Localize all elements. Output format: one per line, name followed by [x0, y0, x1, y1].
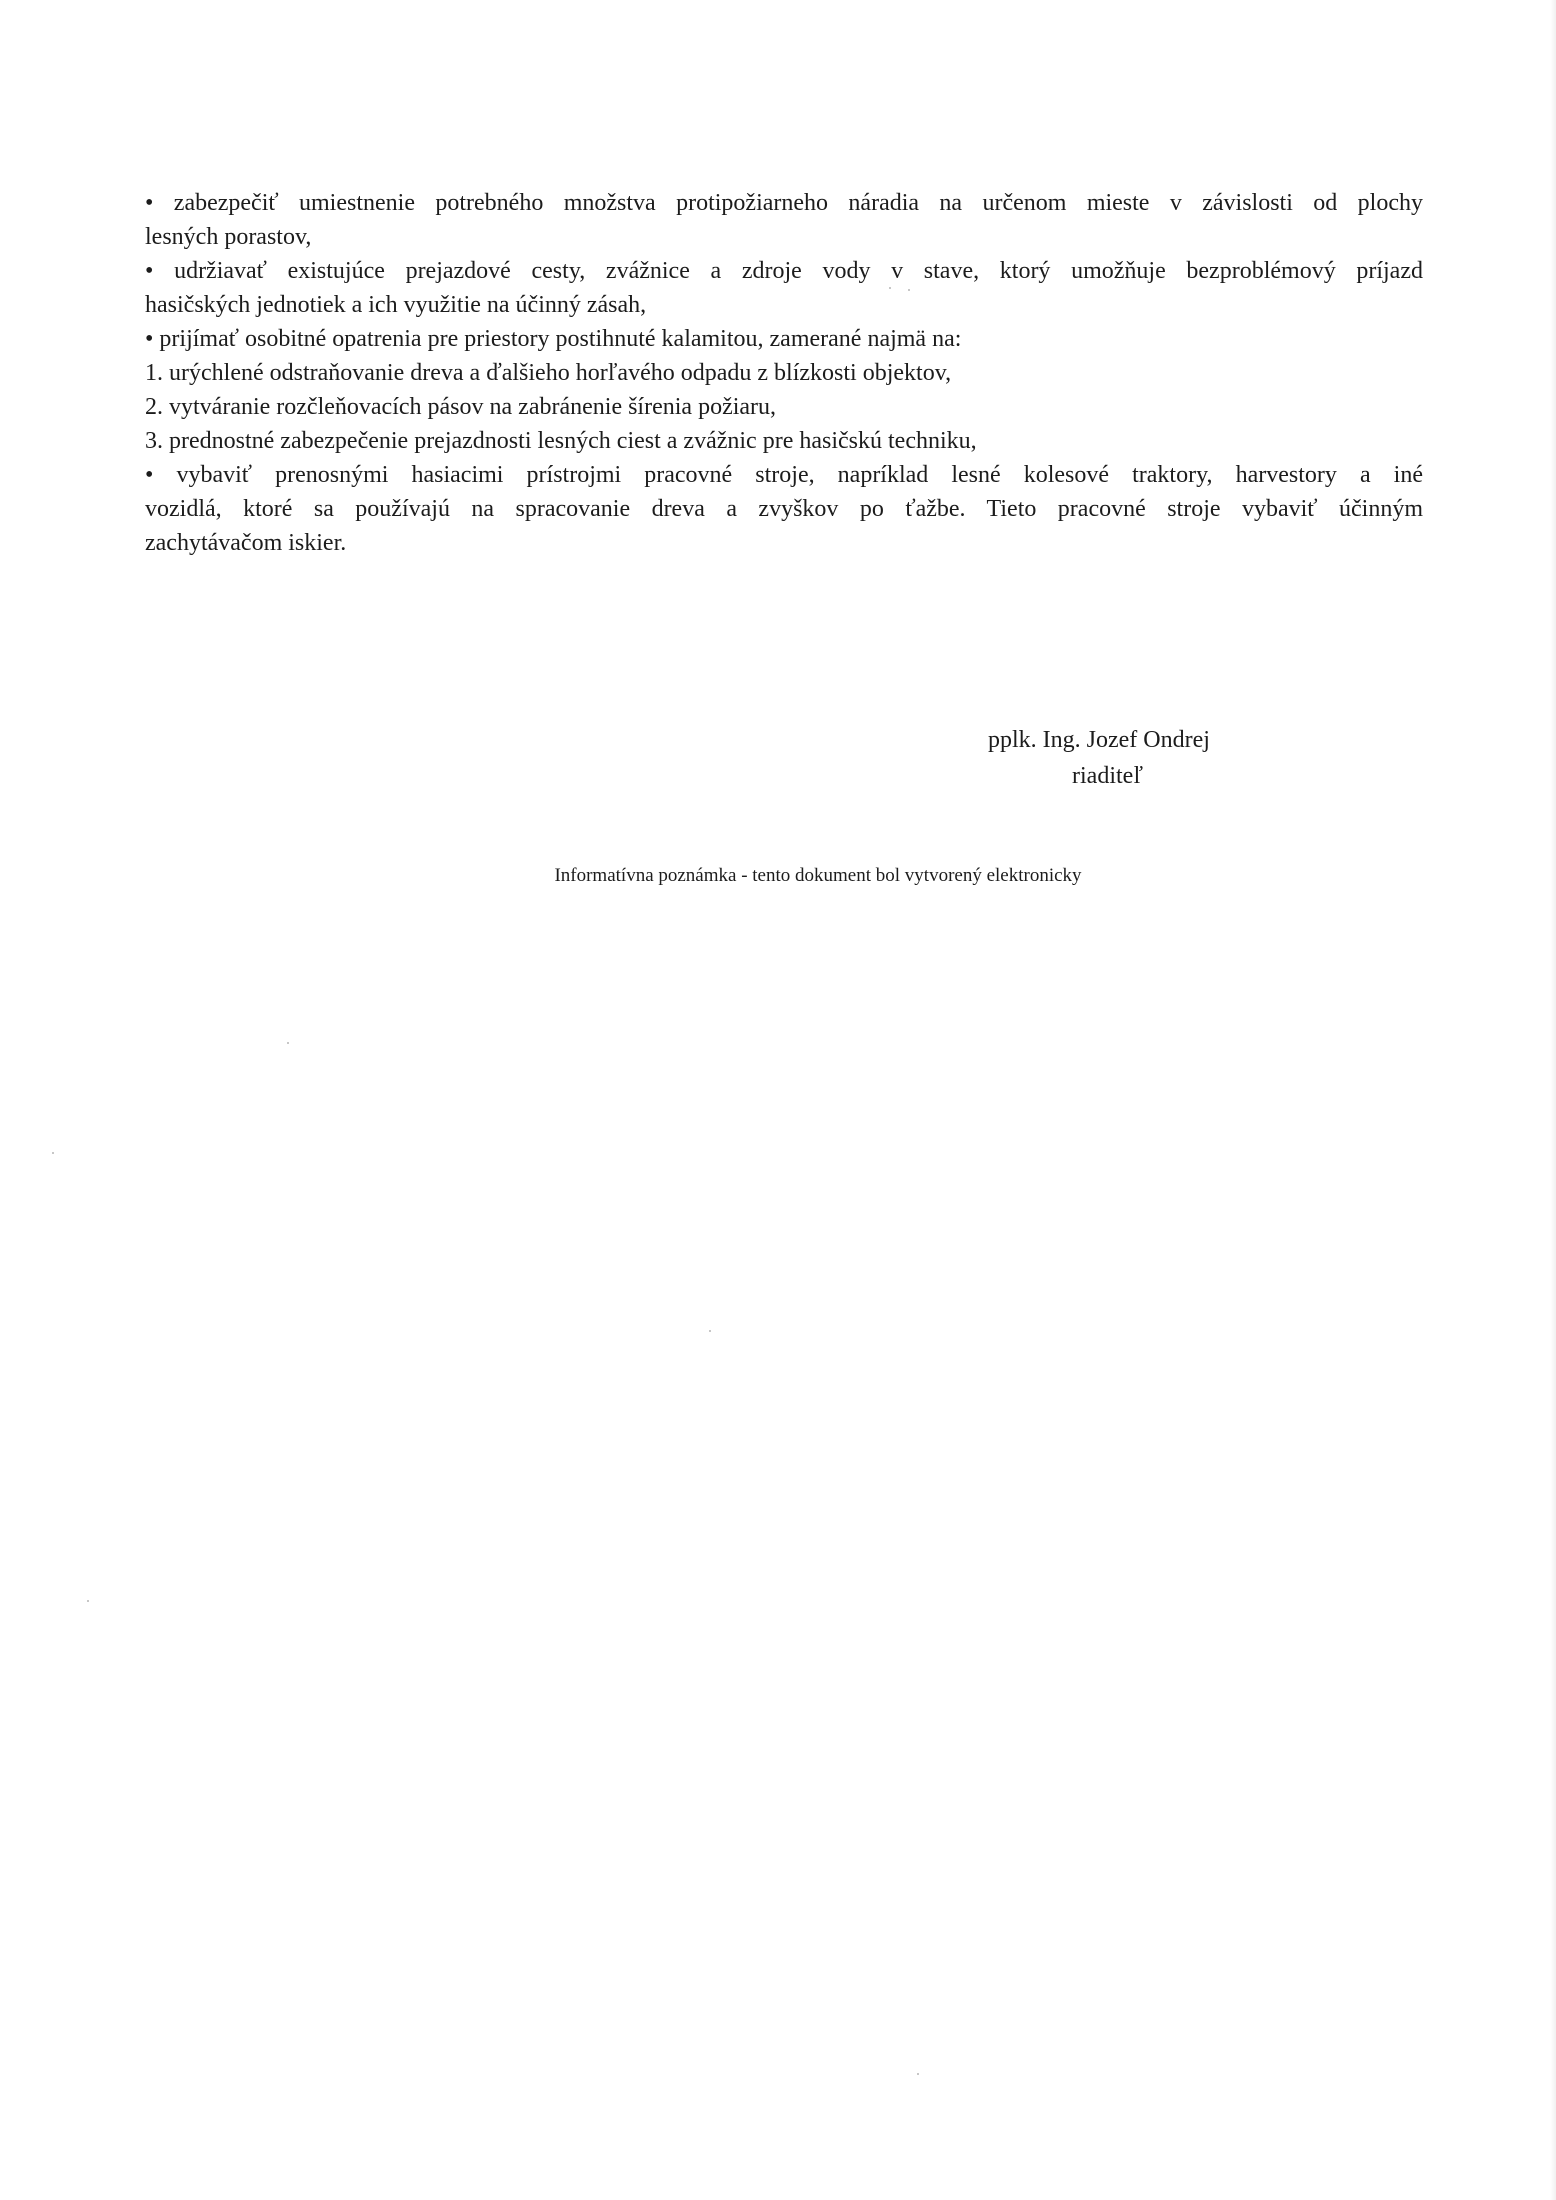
bullet-line-2-continued: hasičských jednotiek a ich využitie na účinný zásah, [145, 292, 647, 318]
signatory-title: riaditeľ [1072, 763, 1144, 789]
bullet-line-1-continued: lesných porastov, [145, 224, 312, 250]
bullet-line-4-end: zachytávačom iskier. [145, 530, 347, 556]
scan-speck [889, 287, 891, 289]
bullet-line-1: • zabezpečiť umiestnenie potrebného množstva protipožiarneho náradia na určenom mieste v závislosti od plochy [145, 190, 1423, 216]
bullet-line-3: • prijímať osobitné opatrenia pre priestory postihnuté kalamitou, zamerané najmä na: [145, 326, 962, 352]
scan-edge [1550, 0, 1556, 2200]
scan-speck [52, 1152, 54, 1154]
bullet-line-2: • udržiavať existujúce prejazdové cesty, zvážnice a zdroje vody v stave, ktorý umožňuje bezproblémový príjazd [145, 258, 1423, 284]
document-body [145, 186, 1423, 560]
numbered-item-3: 3. prednostné zabezpečenie prejazdnosti lesných ciest a zvážnic pre hasičskú techniku, [145, 428, 977, 454]
signature-block [960, 722, 1270, 794]
numbered-item-2: 2. vytváranie rozčleňovacích pásov na zabránenie šírenia požiaru, [145, 394, 777, 420]
scan-speck [908, 289, 910, 291]
scan-speck [709, 1330, 711, 1332]
scan-speck [917, 2073, 919, 2075]
bullet-line-4-continued: vozidlá, ktoré sa používajú na spracovanie dreva a zvyškov po ťažbe. Tieto pracovné stroje vybaviť účinným [145, 496, 1423, 522]
electronic-document-note: Informatívna poznámka - tento dokument bol vytvorený elektronicky [554, 865, 1082, 886]
bullet-line-4: • vybaviť prenosnými hasiacimi prístrojmi pracovné stroje, napríklad lesné kolesové traktory, harvestory a iné [145, 462, 1423, 488]
scan-speck [87, 1600, 89, 1602]
scan-speck [287, 1042, 289, 1044]
numbered-item-1: 1. urýchlené odstraňovanie dreva a ďalšieho horľavého odpadu z blízkosti objektov, [145, 360, 952, 386]
signatory-name: pplk. Ing. Jozef Ondrej [988, 727, 1210, 753]
